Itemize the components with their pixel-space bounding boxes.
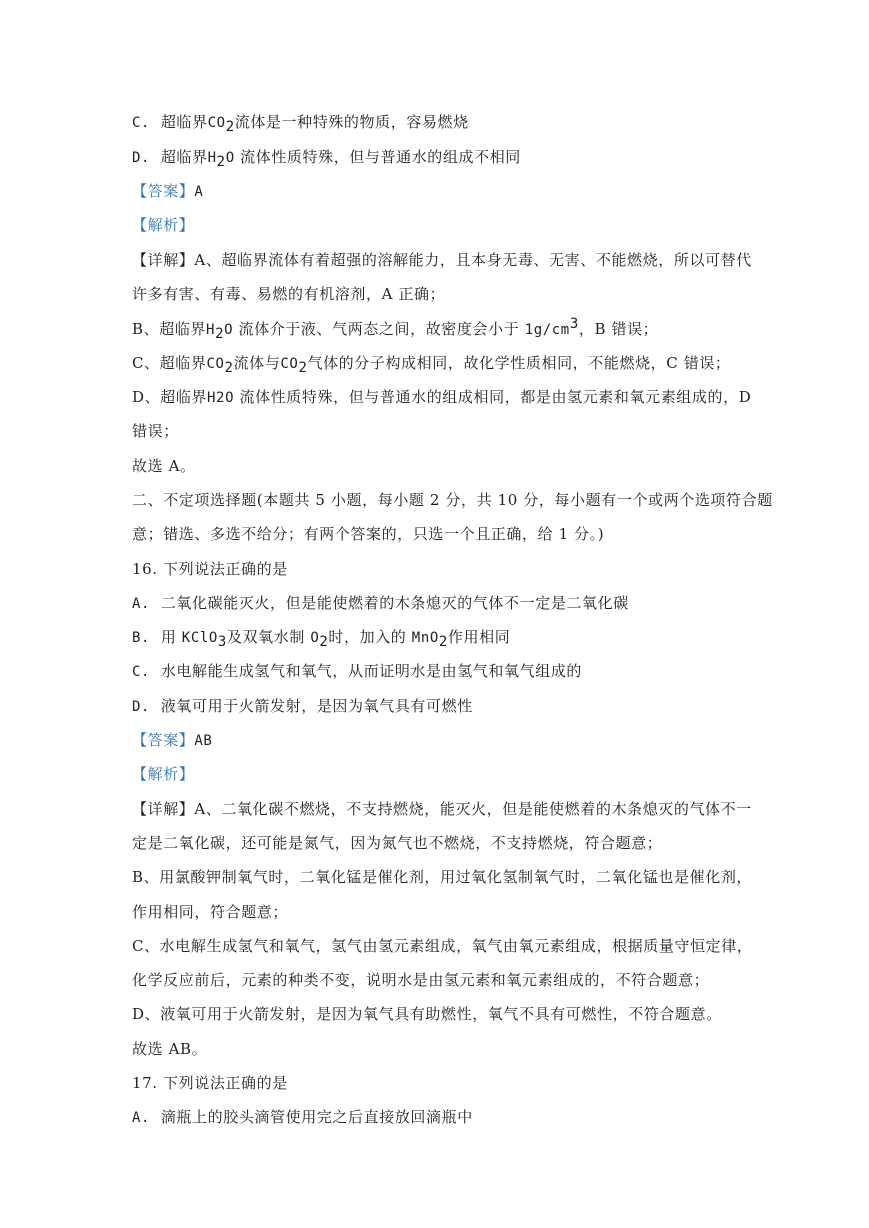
- q15-detail-line-5: D、超临界H2O 流体性质特殊，但与普通水的组成相同，都是由氢元素和氧元素组成的，D: [132, 388, 752, 406]
- q16-detail-line-7: D、液氧可用于火箭发射，是因为氧气具有助燃性，氧气不具有可燃性，不符合题意。: [132, 1005, 722, 1023]
- q15-option-d: D. 超临界$H_2O$ 流体性质特殊，但与普通水的组成不相同: [132, 148, 521, 170]
- q16-option-a: A. 二氧化碳能灭火，但是能使燃着的木条熄灭的气体不一定是二氧化碳: [132, 594, 629, 612]
- section-heading-line-1: 二、不定项选择题(本题共 5 小题，每小题 2 分，共 10 分，每小题有一个或两个选项符合题: [132, 491, 773, 509]
- q17-stem: 17. 下列说法正确的是: [132, 1074, 288, 1092]
- q16-answer: 【答案】AB: [132, 731, 213, 749]
- answer-tag: 【答案】: [132, 731, 195, 749]
- q16-option-d: D. 液氧可用于火箭发射，是因为氧气具有可燃性: [132, 697, 473, 715]
- answer-tag: 【答案】: [132, 182, 195, 200]
- q16-conclusion: 故选 AB。: [132, 1040, 208, 1058]
- q15-detail-line-3: B、超临界$H_2O$ 流体介于液、气两态之间，故密度会小于 $1g/cm^3$，B 错误；: [132, 316, 659, 342]
- q15-option-c: C. 超临界$CO_2$流体是一种特殊的物质，容易燃烧: [132, 113, 469, 135]
- q16-detail-line-2: 定是二氧化碳，还可能是氮气，因为氮气也不燃烧，不支持燃烧，符合题意；: [132, 834, 663, 852]
- section-heading-line-2: 意；错选、多选不给分；有两个答案的，只选一个且正确，给 1 分。): [132, 525, 605, 543]
- q15-detail-line-1: 【详解】A、超临界流体有着超强的溶解能力，且本身无毒、无害、不能燃烧，所以可替代: [132, 251, 752, 269]
- q15-analysis-tag: 【解析】: [132, 216, 195, 234]
- q16-analysis-tag: 【解析】: [132, 765, 195, 783]
- q16-detail-line-6: 化学反应前后，元素的种类不变，说明水是由氢元素和氧元素组成的，不符合题意；: [132, 971, 710, 989]
- q16-option-c: C. 水电解能生成氢气和氧气，从而证明水是由氢气和氧气组成的: [132, 662, 583, 680]
- q15-answer: 【答案】A: [132, 182, 204, 200]
- q16-detail-line-1: 【详解】A、二氧化碳不燃烧，不支持燃烧，能灭火，但是能使燃着的木条熄灭的气体不一: [132, 800, 752, 818]
- q15-detail-line-2: 许多有害、有毒、易燃的有机溶剂，A 正确；: [132, 285, 446, 303]
- q16-option-b: B. 用 KClO$_3$及双氧水制 $O_2$时，加入的 MnO$_2$作用相同: [132, 628, 511, 650]
- q16-stem: 16. 下列说法正确的是: [132, 560, 288, 578]
- q15-detail-line-6: 错误；: [132, 422, 179, 440]
- q16-detail-line-5: C、水电解生成氢气和氧气，氢气由氢元素组成，氧气由氧元素组成，根据质量守恒定律，: [132, 937, 753, 955]
- q15-conclusion: 故选 A。: [132, 457, 196, 475]
- q16-detail-line-3: B、用氯酸钾制氧气时，二氧化锰是催化剂，用过氧化氢制氧气时，二氧化锰也是催化剂，: [132, 868, 753, 886]
- q17-option-a: A. 滴瓶上的胶头滴管使用完之后直接放回滴瓶中: [132, 1108, 473, 1126]
- q16-detail-line-4: 作用相同，符合题意；: [132, 903, 289, 921]
- q15-detail-line-4: C、超临界$CO_2$流体与$CO_2$气体的分子构成相同，故化学性质相同，不能燃烧，C 错误；: [132, 354, 731, 376]
